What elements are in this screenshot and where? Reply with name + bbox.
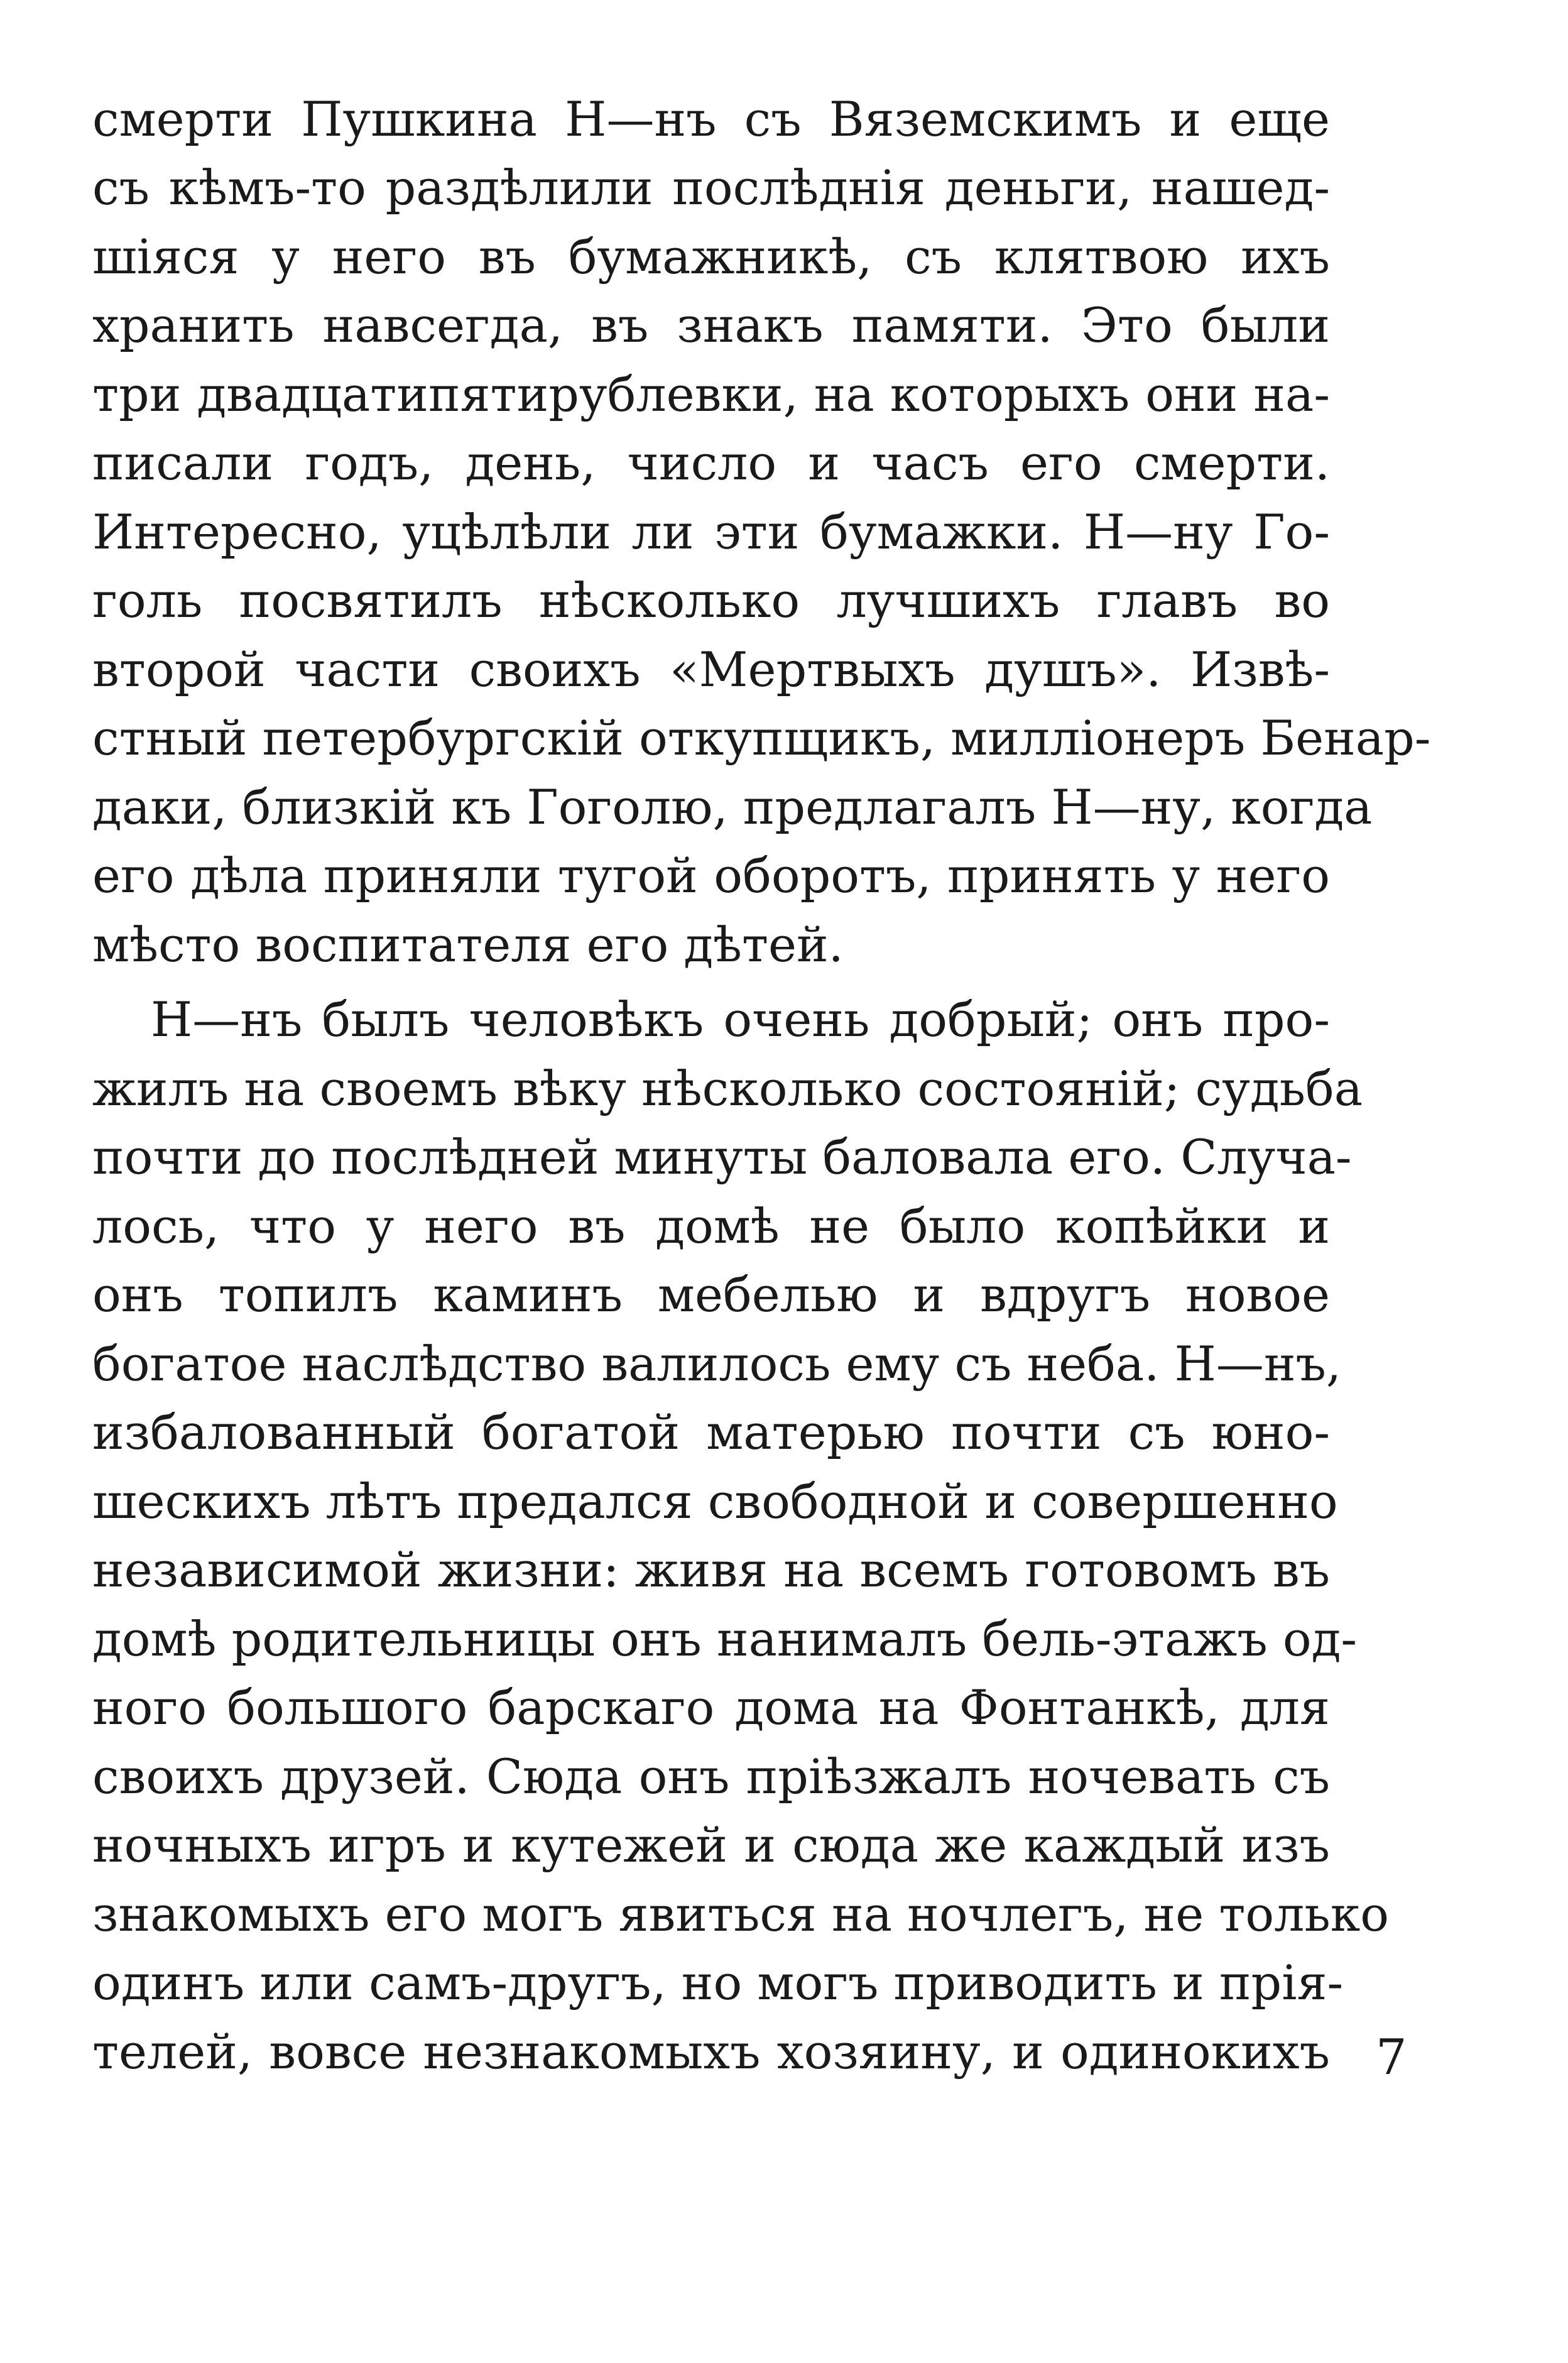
text-line: телей, вовсе незнакомыхъ хозяину, и одинокихъ	[92, 2024, 1330, 2080]
text-line: шіяся у него въ бумажникѣ, съ клятвою ихъ	[92, 229, 1330, 285]
text-line: Интересно, уцѣлѣли ли эти бумажки. Н—ну Го-	[92, 504, 1330, 560]
text-line: три двадцатипятирублевки, на которыхъ они на-	[92, 366, 1330, 422]
text-line: знакомыхъ его могъ явиться на ночлегъ, не только	[92, 1886, 1390, 1942]
text-line: съ кѣмъ-то раздѣлили послѣднія деньги, нашед-	[92, 160, 1330, 216]
text-line: избалованный богатой матерью почти съ юно-	[92, 1404, 1330, 1460]
text-line: даки, близкій къ Гоголю, предлагалъ Н—ну, когда	[92, 779, 1373, 835]
text-line: шескихъ лѣтъ предался свободной и совершенно	[92, 1473, 1338, 1529]
text-line: домѣ родительницы онъ нанималъ бель-этажъ од-	[92, 1611, 1358, 1667]
text-line: хранить навсегда, въ знакъ памяти. Это были	[92, 297, 1330, 353]
text-line: голь посвятилъ нѣсколько лучшихъ главъ во	[92, 572, 1330, 628]
text-line: своихъ друзей. Сюда онъ пріѣзжалъ ночевать съ	[92, 1749, 1330, 1804]
text-line: ночныхъ игръ и кутежей и сюда же каждый изъ	[92, 1817, 1330, 1873]
text-line: смерти Пушкина Н—нъ съ Вяземскимъ и еще	[92, 91, 1330, 147]
text-line: почти до послѣдней минуты баловала его. Случа-	[92, 1129, 1352, 1185]
text-line: онъ топилъ каминъ мебелью и вдругъ новое	[92, 1267, 1330, 1323]
text-line: писали годъ, день, число и часъ его смерти.	[92, 435, 1330, 491]
text-line: независимой жизни: живя на всемъ готовомъ въ	[92, 1542, 1330, 1598]
text-line: одинъ или самъ-другъ, но могъ приводить и прія-	[92, 1955, 1344, 2011]
text-line: второй части своихъ «Мертвыхъ душъ». Извѣ-	[92, 641, 1330, 697]
text-line: его дѣла приняли тугой оборотъ, принять у него	[92, 848, 1330, 903]
text-line: мѣсто воспитателя его дѣтей.	[92, 917, 844, 973]
page-number: 7	[1376, 2029, 1407, 2086]
text-line: лось, что у него въ домѣ не было копѣйки и	[92, 1198, 1330, 1254]
text-line: ного большого барскаго дома на Фонтанкѣ, для	[92, 1679, 1330, 1735]
text-line: Н—нъ былъ человѣкъ очень добрый; онъ про-	[151, 991, 1330, 1047]
text-line: богатое наслѣдство валилось ему съ неба. Н—нъ,	[92, 1336, 1341, 1392]
text-line: стный петербургскій откупщикъ, милліонеръ Бенар-	[92, 710, 1431, 766]
text-line: жилъ на своемъ вѣку нѣсколько состояній; судьба	[92, 1061, 1363, 1116]
